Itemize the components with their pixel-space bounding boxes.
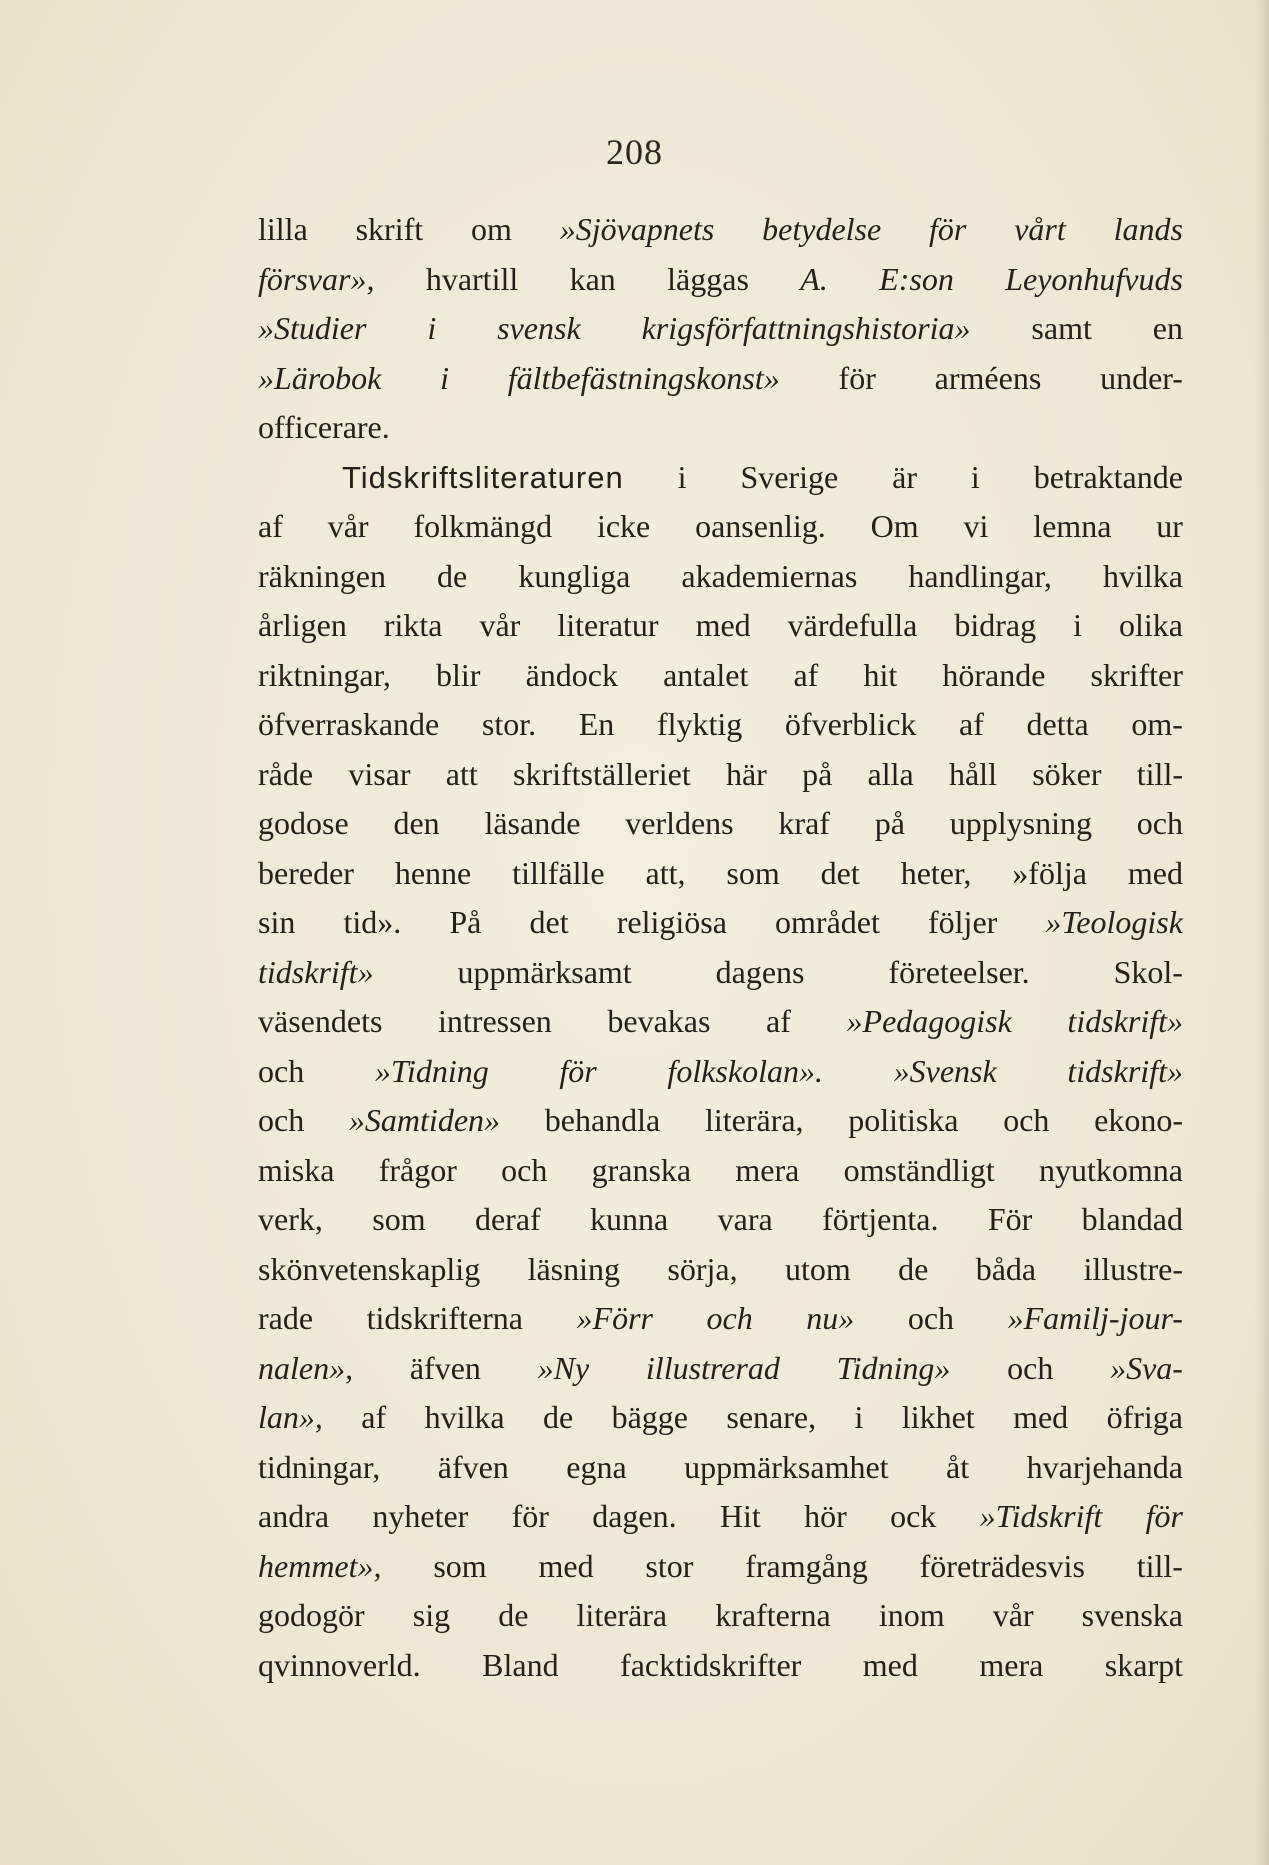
word: literatur (557, 607, 659, 643)
word: som (372, 1201, 426, 1237)
word: betydelse (762, 211, 882, 247)
word: omständligt (843, 1151, 995, 1188)
word: med (538, 1547, 594, 1584)
word: fältbefästningskonst» (507, 359, 780, 396)
word: nyutkomna (1038, 1151, 1183, 1188)
text-line (258, 799, 1183, 849)
word: »Ny (537, 1349, 590, 1386)
word: öfverraskande (258, 706, 440, 742)
word: Leyonhufvuds (1005, 260, 1183, 297)
word: bereder (258, 854, 354, 891)
text-line (258, 354, 1183, 404)
word: och (706, 1300, 753, 1336)
word: För (987, 1201, 1033, 1237)
word: och (501, 1151, 548, 1188)
word: godogör (258, 1597, 365, 1633)
word: dagens (715, 953, 805, 990)
word: tid». (343, 904, 402, 940)
word: bägge (611, 1399, 688, 1435)
word: »Tidskrift (979, 1498, 1103, 1534)
word: svensk (497, 310, 581, 346)
word: att (445, 755, 478, 792)
word: rikta (383, 607, 443, 643)
word: skrifter (1090, 656, 1183, 693)
word: literära, (704, 1102, 804, 1138)
word: bidrag (954, 607, 1037, 643)
word: officerare. (258, 409, 390, 445)
body-text (258, 205, 1183, 1690)
word: skönvetenskaplig (258, 1250, 481, 1287)
word: riktningar, (258, 656, 391, 693)
word: svenska (1081, 1597, 1183, 1633)
word: af (766, 1003, 791, 1039)
text-line (258, 651, 1183, 701)
word: icke (596, 508, 651, 544)
word: skriftställeriet (513, 755, 691, 792)
word: Tidning» (836, 1349, 951, 1386)
word: »Sva- (1110, 1349, 1183, 1386)
word: granska (591, 1151, 692, 1188)
word: under- (1100, 359, 1183, 396)
text-line (258, 1096, 1183, 1146)
word: ur (1156, 508, 1183, 544)
text-line (258, 304, 1183, 354)
word: följer (928, 904, 998, 940)
page-number: 208 (606, 132, 663, 172)
word: »följa (1012, 854, 1087, 891)
word: framgång (745, 1547, 868, 1584)
word: hvarjehanda (1026, 1448, 1183, 1485)
word: verldens (625, 805, 734, 841)
word: krafterna (715, 1597, 831, 1633)
word: facktidskrifter (620, 1646, 802, 1683)
word: tidskrift» (1067, 1003, 1183, 1039)
word: blandad (1081, 1201, 1183, 1237)
text-line (258, 552, 1183, 602)
word: och (907, 1300, 955, 1336)
word: kunna (590, 1201, 669, 1237)
text-line (258, 453, 1183, 503)
word: oansenlig. (695, 508, 826, 544)
word: akademiernas (681, 557, 858, 594)
word: i (854, 1399, 864, 1435)
word: äfven (437, 1448, 509, 1485)
word: och (258, 1052, 305, 1089)
word: vårt (1014, 211, 1066, 247)
word: årligen (258, 607, 347, 643)
word: af (959, 706, 984, 742)
word: heter, (900, 854, 972, 891)
word: en (1152, 310, 1183, 346)
word: af (793, 656, 819, 693)
word: nu» (806, 1300, 855, 1336)
word: »Lärobok (258, 359, 382, 396)
word: försvar», (258, 260, 375, 297)
word: deraf (474, 1201, 541, 1237)
word: lilla (258, 211, 308, 247)
text-line (258, 255, 1183, 305)
word: vår (479, 607, 521, 643)
word: På (449, 904, 482, 940)
word: kungliga (518, 557, 631, 594)
word: läsande (484, 805, 581, 841)
word: vår (992, 1597, 1034, 1633)
word: upplysning (949, 805, 1092, 841)
word: öfriga (1106, 1399, 1183, 1435)
word: arméens (934, 359, 1042, 396)
word: företeelser. (888, 953, 1030, 990)
word: för (559, 1052, 597, 1089)
word: skarpt (1104, 1646, 1183, 1683)
word: de (498, 1597, 529, 1633)
word: literära (576, 1597, 668, 1633)
word: af (258, 508, 283, 544)
word: Skol- (1113, 953, 1183, 990)
word: »Samtiden» (348, 1102, 501, 1138)
word: qvinnoverld. (258, 1646, 421, 1683)
word: hörande (942, 656, 1046, 693)
word: inom (878, 1597, 945, 1633)
word: stor. (481, 706, 537, 742)
word: med (862, 1646, 918, 1683)
word: för (511, 1498, 549, 1534)
word: till- (1136, 755, 1183, 792)
word: i (970, 458, 980, 495)
word: bevakas (607, 1003, 711, 1039)
word: rade (258, 1300, 314, 1336)
word: de (437, 557, 468, 594)
word: på (874, 805, 905, 841)
word: »Pedagogisk (846, 1003, 1012, 1039)
word: egna (566, 1448, 627, 1485)
word: alla (867, 755, 914, 792)
word: hör (804, 1498, 847, 1534)
text-line (258, 1245, 1183, 1295)
word: verk, (258, 1201, 323, 1237)
word: väsendets (258, 1003, 383, 1039)
word: de (898, 1250, 929, 1287)
word: hvilka (424, 1399, 505, 1435)
word: religiösa (616, 904, 727, 940)
word: betraktande (1033, 458, 1183, 495)
word: för (1145, 1498, 1183, 1534)
word: Hit (719, 1498, 761, 1534)
text-line (258, 700, 1183, 750)
word: samt (1031, 310, 1092, 346)
word: illustrerad (645, 1349, 780, 1386)
word: vi (963, 508, 989, 544)
text-line (258, 601, 1183, 651)
word: A. (800, 260, 828, 297)
word: kraf (778, 805, 830, 841)
word: skrift (355, 211, 424, 247)
word: likhet (901, 1399, 975, 1435)
text-line (258, 750, 1183, 800)
word: i (427, 310, 437, 346)
page-edge-shadow (1255, 0, 1269, 1865)
text-line (258, 849, 1183, 899)
word: åt (946, 1448, 970, 1485)
word: hvilka (1103, 557, 1183, 594)
word: hit (863, 656, 898, 693)
word: värdefulla (787, 607, 918, 643)
word: för (838, 359, 876, 396)
word: sig (412, 1597, 451, 1633)
word: håll (948, 755, 997, 792)
word: ändock (525, 656, 618, 693)
text-line (258, 1047, 1183, 1097)
word: i (1073, 607, 1082, 643)
text-line (258, 898, 1183, 948)
word: sin (258, 904, 296, 940)
text-line (258, 403, 1183, 453)
text-line (258, 1542, 1183, 1592)
word: »Sjövapnets (559, 211, 715, 247)
word: uppmärksamt (457, 953, 632, 990)
text-line (258, 1492, 1183, 1542)
word: och (1003, 1102, 1050, 1138)
word: handlingar, (908, 557, 1052, 594)
word: om- (1131, 706, 1183, 742)
word: söker (1032, 755, 1102, 792)
word: tidskrift» (1067, 1052, 1183, 1089)
word: krigsförfattningshistoria» (641, 310, 971, 346)
word: i (677, 458, 687, 495)
word: det (529, 904, 569, 940)
word: tidskrifterna (366, 1300, 523, 1336)
word: området (775, 904, 880, 940)
word: »Studier (258, 310, 367, 346)
word: utom (784, 1250, 851, 1287)
word: politiska (848, 1102, 959, 1138)
word: råde (258, 755, 314, 792)
word: hvartill (425, 260, 519, 297)
word: lands (1113, 211, 1183, 247)
word: antalet (663, 656, 749, 693)
word: henne (394, 854, 472, 891)
text-line (258, 1195, 1183, 1245)
word: E:son (879, 260, 954, 297)
word: flyktig (656, 706, 743, 742)
word: Tidskriftsliteraturen (342, 459, 624, 495)
word: frågor (378, 1151, 457, 1188)
word: godose (258, 805, 349, 841)
text-line (258, 1641, 1183, 1691)
word: med (1013, 1399, 1069, 1435)
word: vara (717, 1201, 773, 1237)
word: ock (890, 1498, 937, 1534)
word: läggas (667, 260, 749, 297)
word: och (1136, 805, 1183, 841)
word: de (542, 1399, 574, 1435)
word: mera (735, 1151, 800, 1188)
word: andra (258, 1498, 330, 1534)
word: »Teologisk (1045, 904, 1183, 940)
word: tidningar, (258, 1448, 381, 1485)
text-line (258, 1591, 1183, 1641)
word: uppmärksamhet (684, 1448, 889, 1485)
word: miska (258, 1151, 335, 1188)
word: intressen (438, 1003, 552, 1039)
text-line (258, 948, 1183, 998)
word: »Svensk (893, 1052, 997, 1089)
word: af (361, 1399, 387, 1435)
word: och (258, 1102, 305, 1138)
word: folkmängd (413, 508, 553, 544)
word: folkskolan». (667, 1052, 823, 1089)
word: med (1127, 854, 1183, 891)
word: vår (327, 508, 369, 544)
word: tillfälle (512, 854, 605, 891)
word: på (802, 755, 833, 792)
word: nalen», (258, 1349, 354, 1386)
text-line (258, 205, 1183, 255)
word: om (470, 211, 512, 247)
word: till- (1136, 1547, 1183, 1584)
word: »Tidning (374, 1052, 489, 1089)
word: räkningen (258, 557, 386, 594)
text-line (258, 1344, 1183, 1394)
word: lemna (1033, 508, 1112, 544)
text-line (258, 1146, 1183, 1196)
text-line (258, 997, 1183, 1047)
text-line (258, 1393, 1183, 1443)
word: dagen. (592, 1498, 677, 1534)
text-line (258, 502, 1183, 552)
word: kan (569, 260, 616, 297)
word: är (892, 458, 917, 495)
text-line (258, 1294, 1183, 1344)
word: blir (436, 656, 481, 693)
word: tidskrift» (258, 953, 374, 990)
word: En (578, 706, 615, 742)
word: här (725, 755, 767, 792)
word: Om (870, 508, 919, 544)
word: visar (348, 755, 411, 792)
word: äfven (409, 1349, 481, 1386)
word: sörja, (667, 1250, 738, 1287)
word: lan», (258, 1399, 323, 1435)
word: och (1007, 1349, 1054, 1386)
word: ekono- (1094, 1102, 1183, 1138)
word: båda (975, 1250, 1037, 1287)
word: senare, (726, 1399, 817, 1435)
word: förtjenta. (822, 1201, 939, 1237)
word: Bland (482, 1646, 559, 1683)
word: detta (1026, 706, 1089, 742)
word: i (440, 359, 449, 396)
word: nyheter (372, 1498, 469, 1534)
word: för (929, 211, 967, 247)
word: med (695, 607, 751, 643)
word: »Förr (576, 1300, 653, 1336)
word: stor (645, 1547, 694, 1584)
word: mera (979, 1646, 1044, 1683)
word: Sverige (740, 458, 839, 495)
word: att, (645, 854, 686, 891)
word: »Familj-jour- (1007, 1300, 1183, 1336)
word: det (820, 854, 860, 891)
word: företrädesvis (919, 1547, 1085, 1584)
word: som (726, 854, 780, 891)
word: behandla (544, 1102, 661, 1138)
word: illustre- (1083, 1250, 1183, 1287)
word: läsning (527, 1250, 620, 1287)
word: som (433, 1547, 487, 1584)
word: olika (1118, 607, 1183, 643)
word: hemmet», (258, 1547, 382, 1584)
word: den (393, 805, 440, 841)
text-line (258, 1443, 1183, 1493)
word: öfverblick (784, 706, 917, 742)
